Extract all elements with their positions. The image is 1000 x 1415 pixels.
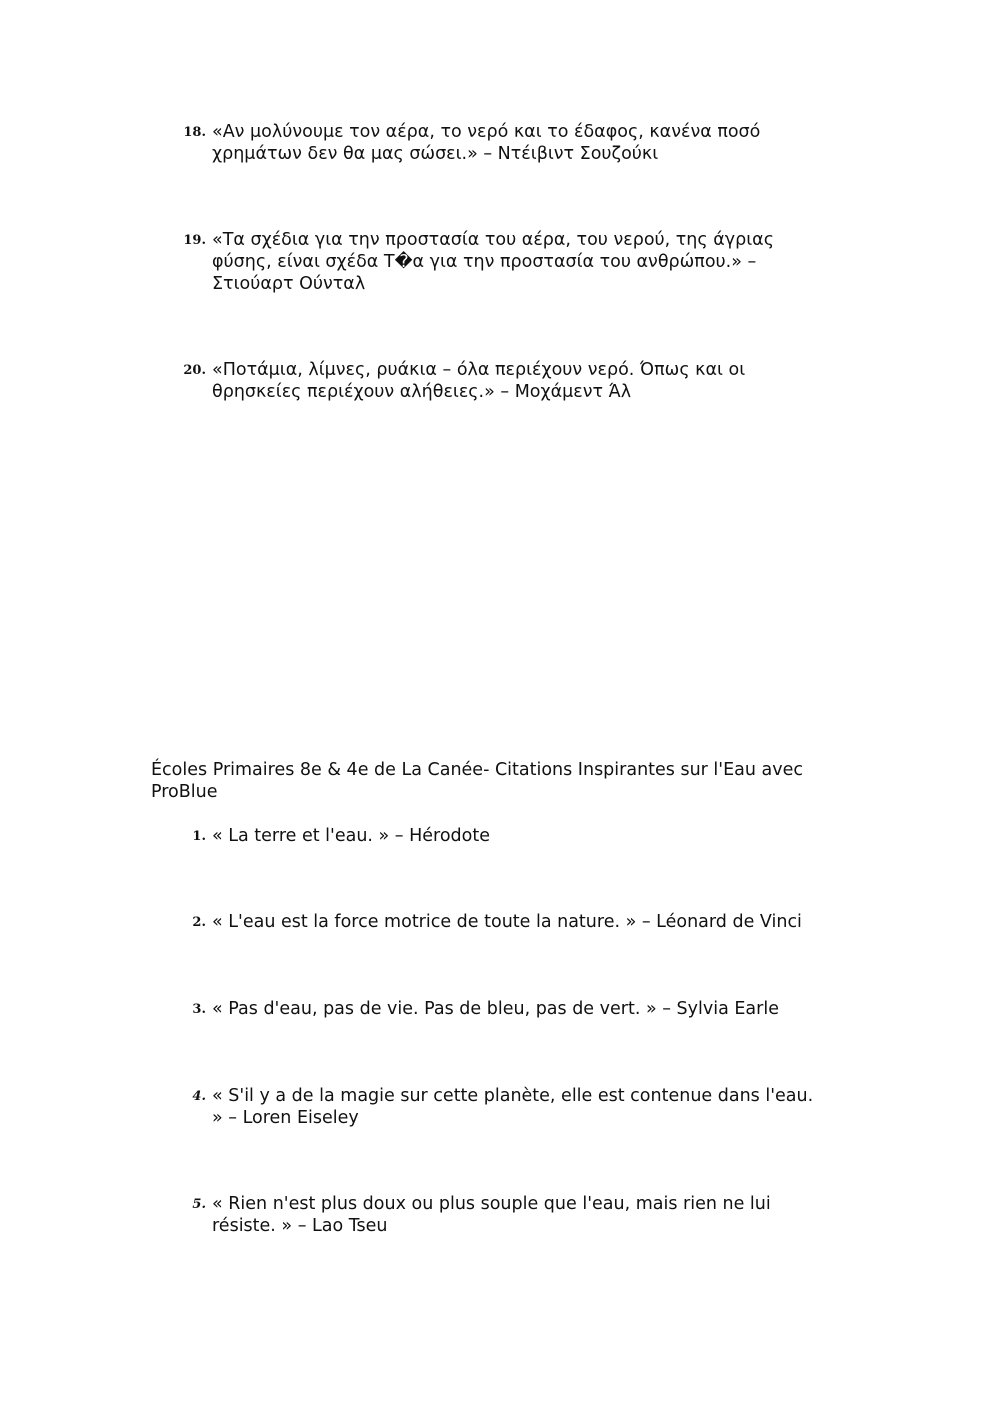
- quote-text: «Αν μολύνουμε τον αέρα, το νερό και το έδαφος, κανένα ποσό χρημάτων δεν θα μας σώσει.» – Ντέιβιντ Σουζούκι: [212, 122, 761, 164]
- list-item-number: 19.: [183, 233, 206, 248]
- quote-text: « Pas d'eau, pas de vie. Pas de bleu, pas de vert. » – Sylvia Earle: [212, 999, 779, 1019]
- list-item-number: 4.: [192, 1089, 206, 1104]
- quote-text: «Ποτάμια, λίμνες, ρυάκια – όλα περιέχουν νερό. Όπως και οι θρησκείες περιέχουν αλήθειες.» – Μοχάμεντ Άλ: [212, 360, 746, 402]
- list-item-number: 5.: [192, 1197, 206, 1212]
- quote-text: « L'eau est la force motrice de toute la nature. » – Léonard de Vinci: [212, 912, 802, 932]
- quote-text: « Rien n'est plus doux ou plus souple que l'eau, mais rien ne lui résiste. » – Lao Tseu: [212, 1194, 771, 1236]
- list-item-number: 2.: [192, 915, 206, 930]
- list-item-number: 1.: [192, 829, 206, 844]
- quote-text: « La terre et l'eau. » – Hérodote: [212, 826, 491, 846]
- list-item-number: 20.: [183, 363, 206, 378]
- list-item-number: 18.: [183, 125, 206, 140]
- quote-text: « S'il y a de la magie sur cette planète, elle est contenue dans l'eau. » – Loren Eiseley: [212, 1086, 814, 1128]
- section-heading: Écoles Primaires 8e & 4e de La Canée- Citations Inspirantes sur l'Eau avec ProBlue: [151, 760, 804, 802]
- quote-text: «Τα σχέδια για την προστασία του αέρα, του νερού, της άγριας φύσης, είναι σχέδα Τ�α για την προστασία του ανθρώπου.» – Στιούαρτ Ούνταλ: [212, 230, 774, 294]
- list-item-number: 3.: [192, 1002, 206, 1017]
